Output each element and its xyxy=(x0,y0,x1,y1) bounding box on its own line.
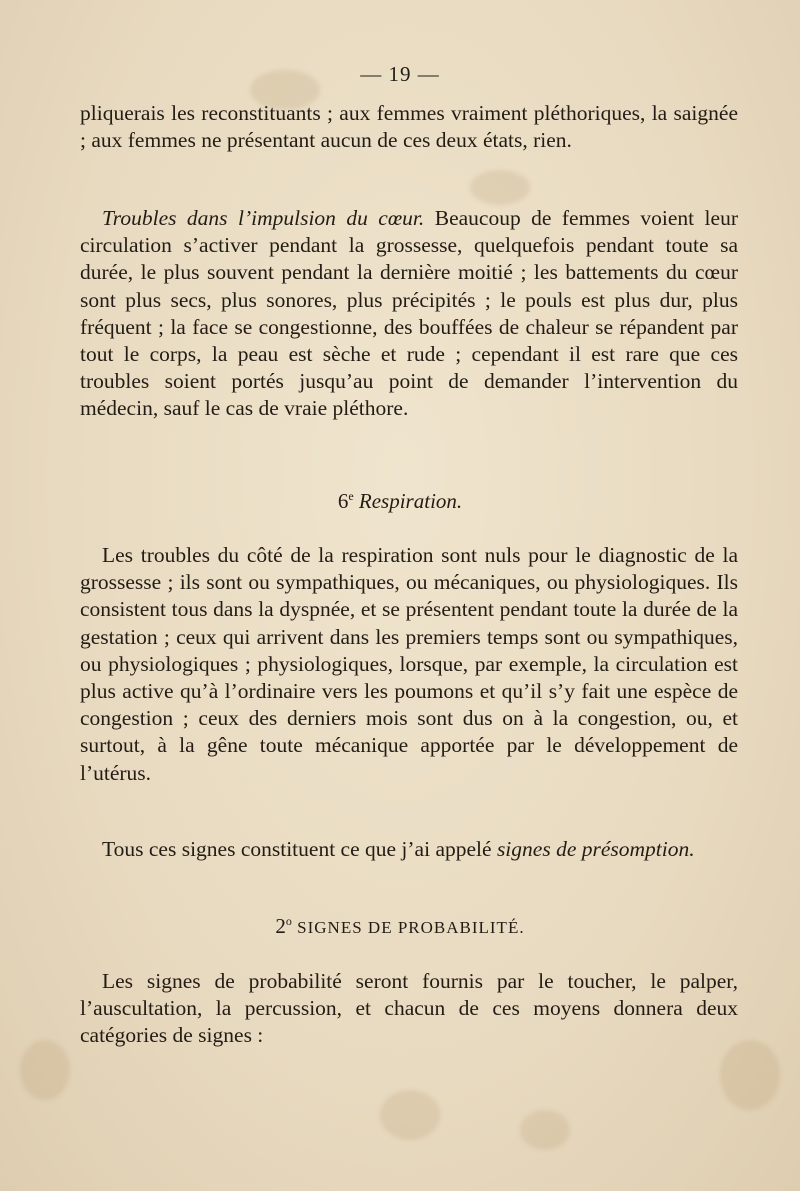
paragraph-italic: signes de présomption. xyxy=(496,837,695,861)
section-number-suffix: o xyxy=(285,914,292,928)
page-number: — 19 — xyxy=(360,62,440,86)
paper-stain xyxy=(380,1090,440,1140)
paper-stain xyxy=(520,1110,570,1150)
paragraph-body: Beaucoup de femmes voient leur circulation s’activer pendant la grossesse, quelquefois pendant toute sa durée, le plus souvent pendant la dernière moitié ; les battements du cœur sont plus secs, plus sonores, plus précipités ; le pouls est plus dur, plus fréquent ; la face se congestionne, des bouffées de chaleur se répandent par tout le corps, la peau est sèche et rude ; cependant il est rare que ces troubles soient portés jusqu’au point de demander l’intervention du médecin, sauf le cas de vraie pléthore. xyxy=(80,206,738,421)
paragraph-presumption xyxy=(80,836,738,863)
paragraph-continuation xyxy=(80,100,738,154)
paragraph-probability xyxy=(80,968,738,1050)
section-title: SIGNES DE PROBABILITÉ. xyxy=(297,918,525,937)
section-heading-probability xyxy=(0,914,800,939)
section-heading-respiration xyxy=(0,489,800,514)
section-title: Respiration. xyxy=(358,489,463,513)
section-number-suffix: e xyxy=(348,489,354,503)
paragraph-text xyxy=(80,836,738,863)
section-number: 6 xyxy=(337,489,349,513)
paragraph-run-in-title: Troubles dans l’impulsion du cœur. xyxy=(102,206,425,230)
paragraph-text: pliquerais les reconstituants ; aux femmes vraiment pléthoriques, la saignée ; aux femmes ne présentant aucun de ces deux états, rien. xyxy=(80,101,738,153)
paper-stain xyxy=(720,1040,780,1110)
paragraph-heart xyxy=(80,205,738,423)
paragraph-body: Tous ces signes constituent ce que j’ai appelé xyxy=(102,837,497,861)
paragraph-text xyxy=(80,205,738,423)
section-number: 2 xyxy=(275,914,286,938)
paragraph-respiration xyxy=(80,542,738,787)
paragraph-text: Les troubles du côté de la respiration sont nuls pour le diagnostic de la grossesse ; ils sont ou sympathiques, ou mécaniques, ou physiologiques. Ils consistent tous dans la dyspnée, et se présentent pendant toute la durée de la gestation ; ceux qui arrivent dans les premiers temps sont ou sympathiques, ou physiologiques ; physiologiques, lorsque, par exemple, la circulation est plus active qu’à l’ordinaire vers les poumons et qu’il s’y fait une espèce de congestion ; ceux des derniers mois sont dus on à la congestion, ou, et surtout, à la gêne toute mécanique apportée par le développement de l’utérus. xyxy=(80,543,738,785)
paper-stain xyxy=(470,170,530,205)
paper-stain xyxy=(20,1040,70,1100)
paragraph-text: Les signes de probabilité seront fournis par le toucher, le palper, l’auscultation, la percussion, et chacun de ces moyens donnera deux catégories de signes : xyxy=(80,969,738,1048)
